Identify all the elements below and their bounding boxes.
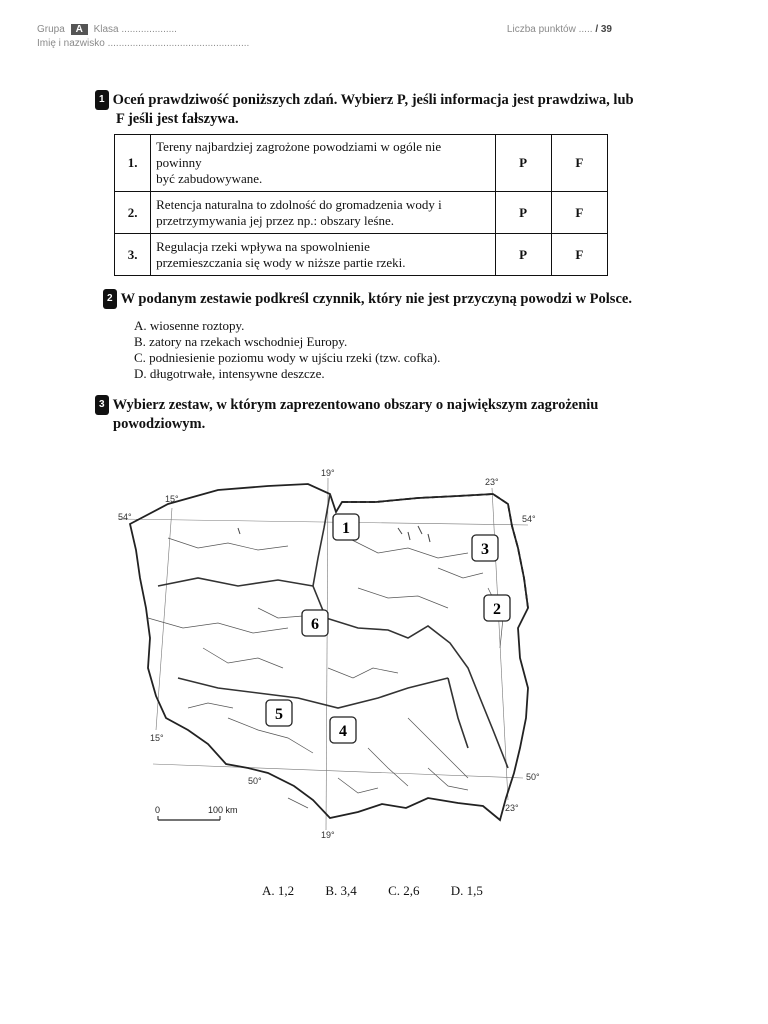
- option-false[interactable]: F: [551, 234, 607, 276]
- area-marker-3[interactable]: [472, 535, 498, 561]
- parallel-54-right-label: 54°: [522, 514, 536, 524]
- meridian-15-label: 15°: [165, 494, 179, 504]
- scale-zero-label: 0: [155, 805, 161, 815]
- parallel-50-line: [153, 764, 523, 778]
- answer-option-d[interactable]: D. długotrwałe, intensywne deszcze.: [134, 366, 325, 381]
- area-label: 4: [339, 723, 347, 740]
- points-total: / 39: [595, 24, 612, 35]
- class-label: Klasa: [93, 24, 119, 35]
- points-label: Liczba punktów: [506, 24, 576, 35]
- statement-cell: [151, 192, 495, 234]
- statement-line: być zabudowywane.: [156, 171, 263, 186]
- choice-c[interactable]: C. 2,6: [388, 883, 420, 898]
- option-true[interactable]: P: [495, 234, 551, 276]
- option-false[interactable]: F: [551, 192, 607, 234]
- option-true[interactable]: P: [495, 135, 551, 192]
- choice-a[interactable]: A. 1,2: [262, 883, 295, 898]
- question-2-text: W podanym zestawie podkreśl czynnik, który nie jest przyczyną powodzi w Polsce.: [120, 291, 632, 307]
- choice-d[interactable]: D. 1,5: [450, 883, 483, 898]
- question-number-badge: 3: [95, 395, 109, 415]
- choice-list: [262, 883, 511, 899]
- eastern-border: [342, 494, 528, 608]
- meridian-15-lower-label: 15°: [150, 733, 164, 743]
- statement-line: powinny: [156, 155, 202, 170]
- group-label: Grupa: [37, 24, 65, 35]
- meridian-23-bottom-label: 23°: [505, 803, 519, 813]
- statement-cell: [151, 234, 495, 276]
- question-2-title: [103, 289, 663, 309]
- meridian-23-top-label: 23°: [485, 477, 499, 487]
- name-field[interactable]: ...................................................: [107, 38, 250, 49]
- parallel-50-left-label: 50°: [248, 776, 262, 786]
- answer-list: [134, 318, 440, 382]
- table-row: [115, 192, 608, 234]
- meridian-15-line: [156, 508, 172, 730]
- area-label: 2: [493, 601, 501, 618]
- header-points: [507, 24, 612, 35]
- area-markers: [266, 514, 510, 743]
- option-false[interactable]: F: [551, 135, 607, 192]
- header-name: [37, 38, 249, 49]
- name-label: Imię i nazwisko: [37, 38, 105, 49]
- answer-option-b[interactable]: B. zatory na rzekach wschodniej Europy.: [134, 334, 348, 349]
- group-badge: A: [71, 24, 88, 35]
- choice-b[interactable]: B. 3,4: [325, 883, 357, 898]
- scale-bar: [155, 805, 238, 820]
- area-label: 6: [311, 616, 319, 633]
- option-true[interactable]: P: [495, 192, 551, 234]
- area-label: 3: [481, 541, 489, 558]
- statement-line: przetrzymywania jej przez np.: obszary leśne.: [156, 212, 395, 228]
- table-row: [115, 234, 608, 276]
- question-1-title: [95, 90, 655, 128]
- area-label: 1: [342, 520, 350, 537]
- question-3-title: [95, 395, 655, 433]
- class-field[interactable]: ....................: [121, 24, 177, 35]
- question-number-badge: 2: [103, 289, 117, 309]
- question-3-text-line2: powodziowym.: [113, 416, 206, 432]
- parallel-54-line: [118, 519, 528, 525]
- statement-line: Retencja naturalna to zdolność do gromadzenia wody i: [156, 196, 442, 212]
- question-number-badge: 1: [95, 90, 109, 110]
- meridian-19-line: [326, 478, 328, 830]
- question-1-text-line2: F jeśli jest fałszywa.: [116, 111, 239, 127]
- row-number: 3.: [115, 234, 151, 276]
- meridian-19-bottom-label: 19°: [321, 830, 335, 840]
- parallel-50-right-label: 50°: [526, 772, 540, 782]
- table-row: [115, 135, 608, 192]
- statement-line: przemieszczania się wody w niższe partie rzeki.: [156, 254, 406, 270]
- meridian-19-top-label: 19°: [321, 468, 335, 478]
- area-marker-2[interactable]: [484, 595, 510, 621]
- points-field[interactable]: .....: [578, 24, 593, 35]
- question-3-text-line1: Wybierz zestaw, w którym zaprezentowano obszary o największym zagrożeniu: [112, 397, 599, 413]
- area-marker-4[interactable]: [330, 717, 356, 743]
- answer-option-c[interactable]: C. podniesienie poziomu wody w ujściu rzeki (tzw. cofka).: [134, 350, 441, 365]
- statement-cell: [151, 135, 495, 192]
- poland-outline: [130, 484, 528, 820]
- area-label: 5: [275, 706, 283, 723]
- area-marker-1[interactable]: [333, 514, 359, 540]
- header-group-class: [37, 24, 177, 35]
- statement-line: Regulacja rzeki wpływa na spowolnienie: [156, 238, 370, 254]
- question-1-text-line1: Oceń prawdziwość poniższych zdań. Wybierz P, jeśli informacja jest prawdziwa, lub: [112, 92, 634, 108]
- true-false-table: [114, 134, 608, 276]
- row-number: 1.: [115, 135, 151, 192]
- answer-option-a[interactable]: A. wiosenne roztopy.: [134, 318, 245, 333]
- area-marker-5[interactable]: [266, 700, 292, 726]
- scale-km-label: 100 km: [208, 805, 238, 815]
- row-number: 2.: [115, 192, 151, 234]
- poland-flood-map: [108, 468, 548, 840]
- statement-line: Tereny najbardziej zagrożone powodziami w ogóle nie: [156, 139, 442, 154]
- area-marker-6[interactable]: [302, 610, 328, 636]
- parallel-54-left-label: 54°: [118, 512, 132, 522]
- coordinate-labels: [118, 468, 540, 840]
